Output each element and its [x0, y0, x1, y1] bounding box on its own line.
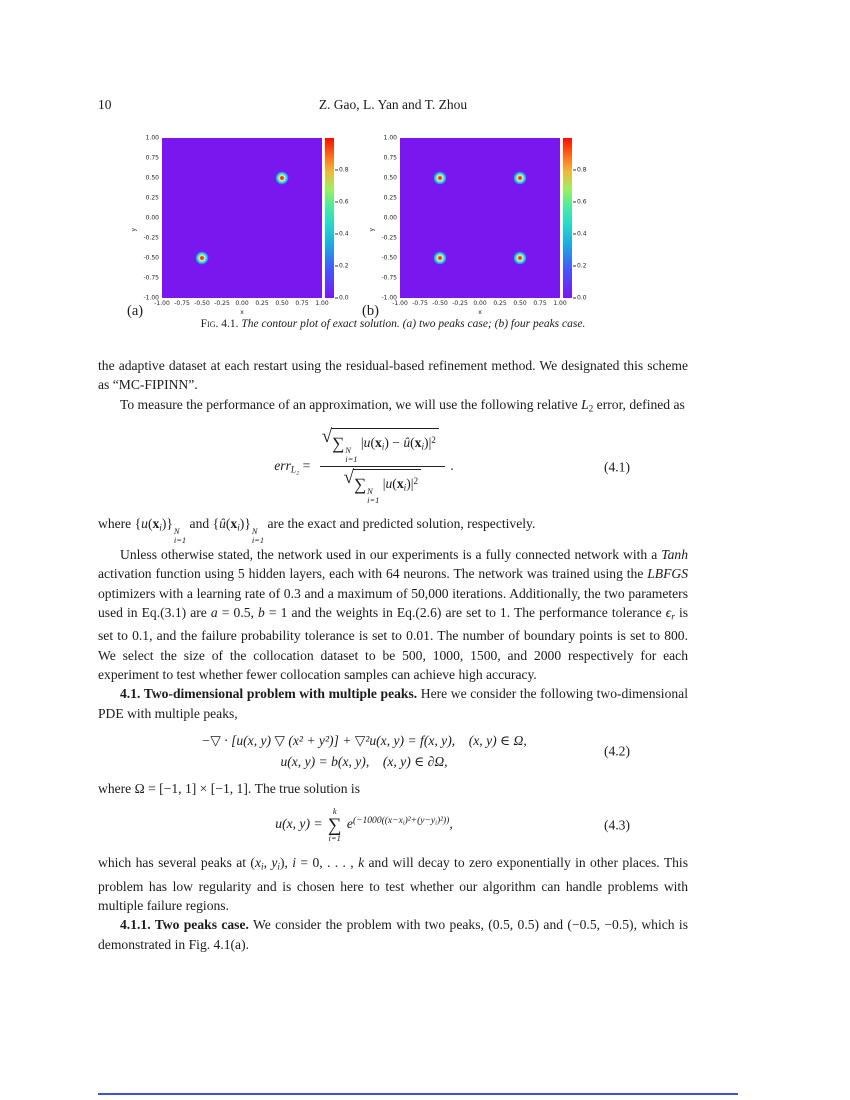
tick-label: -0.25	[381, 234, 397, 242]
tick-label: 0.6	[573, 199, 587, 206]
equation-4-2	[98, 730, 688, 772]
y-axis-label: y	[368, 227, 376, 231]
eq41-lhs: err$_{L_2}$ =	[274, 457, 311, 475]
x-axis-ticks	[392, 300, 567, 307]
subsection-heading-4-1-1: 4.1.1. Two peaks case. We consider the problem with two peaks, (0.5, 0.5) and (−0.5, −0.5), which is demonstrated in Fig. 4.1(a).	[98, 917, 688, 952]
tick-label: -0.50	[194, 300, 210, 307]
x-axis-label: x	[478, 309, 482, 316]
tick-label: 0.25	[145, 194, 159, 202]
tick-label: 0.75	[145, 154, 159, 162]
y-axis-ticks	[138, 134, 162, 302]
equation-4-1	[98, 428, 688, 505]
tick-label: 1.00	[315, 300, 329, 307]
figure-4-1	[0, 0, 850, 340]
tick-label: 0.2	[335, 263, 349, 270]
equation-4-3	[98, 807, 688, 843]
eq42-line1: −▽ · [u(x, y) ▽ (x² + y²)] + ▽²u(x, y) = f(x, y), (x, y) ∈ Ω,	[201, 732, 527, 748]
tick-label: 0.50	[383, 174, 397, 182]
paragraph: where $\{u(x_i)\}$ N i=1 and $\{û(x_i)\}$ N i=1 are the exact and predicted solution, respectively.	[98, 516, 536, 546]
figure-caption: Fig. 4.1. The contour plot of exact solution. (a) two peaks case; (b) four peaks case.	[200, 318, 586, 330]
eq43-lhs: u(x, y) =	[275, 816, 326, 832]
tick-label: 0.00	[473, 300, 487, 307]
body-text	[98, 356, 688, 954]
tick-label: -0.75	[143, 274, 159, 282]
paragraph: Unless otherwise stated, the network used in our experiments is a fully connected network with a Tanh activation function using 5 hidden layers, each with 64 neurons. The network was trained using the LBFGS optimizers with a learning rate of 0.3 and a maximum of 50,000 iterations. Additionally, the two parameters used in Eq.(3.1) are a = 0.5, b = 1 and the weights in Eq.(2.6) are set to 1. The performance tolerance $\epsilon_r$ is set to 0.1, and the failure probability tolerance is set to 0.01. The number of boundary points is set to 800. We select the size of the collocation dataset to be 500, 1000, 1500, and 2000 respectively for each experiment to test whether fewer collocation samples can achieve high accuracy.	[98, 546, 689, 683]
colorbar-ticks	[335, 138, 353, 302]
tick-label: 0.25	[493, 300, 507, 307]
tick-label: -0.25	[214, 300, 230, 307]
tick-label: -1.00	[154, 300, 170, 307]
colorbar	[325, 138, 334, 298]
tick-label: 0.0	[335, 295, 349, 302]
paragraph: To measure the performance of an approximation, we will use the following relative $L_2$ error, defined as	[120, 396, 685, 413]
eq41-denominator: ∑ N i=1 $|u(x_i)|^2$	[353, 469, 421, 505]
y-axis-ticks	[376, 134, 400, 302]
tick-label: -0.25	[143, 234, 159, 242]
tick-label: 0.4	[573, 231, 587, 238]
colorbar	[563, 138, 572, 298]
tick-label: -0.50	[432, 300, 448, 307]
tick-label: -0.50	[143, 254, 159, 262]
tick-label: 0.8	[573, 167, 587, 174]
tick-label: 0.4	[335, 231, 349, 238]
bottom-blue-rule	[98, 1093, 738, 1095]
equation-number-4-2: (4.2)	[603, 743, 630, 759]
tick-label: 0.8	[335, 167, 349, 174]
tick-label: 0.75	[383, 154, 397, 162]
colorbar-ticks	[573, 138, 591, 302]
eq43-exponent: (−1000((x−xi)²+(y−yi)²))	[352, 815, 450, 827]
contour-plot-a	[162, 138, 322, 298]
eq41-numerator: ∑ N i=1 $|u(x_i)$ − $û(x_i)|^2$	[331, 428, 439, 464]
tick-label: -0.75	[412, 300, 428, 307]
tick-label: 0.00	[235, 300, 249, 307]
tick-label: 1.00	[553, 300, 567, 307]
equation-number-4-1: (4.1)	[603, 459, 630, 475]
contour-panel-a	[130, 134, 353, 316]
tick-label: 0.50	[145, 174, 159, 182]
tick-label: 0.50	[275, 300, 289, 307]
peak-marker	[434, 252, 447, 265]
eq43-base: e	[346, 816, 353, 832]
subfigure-label-a: (a)	[127, 303, 144, 319]
tick-label: -1.00	[392, 300, 408, 307]
tick-label: 0.75	[295, 300, 309, 307]
tick-label: -1.00	[381, 294, 397, 302]
tick-label: 0.2	[573, 263, 587, 270]
tick-label: -0.75	[174, 300, 190, 307]
sqrt-symbol: √	[343, 467, 354, 489]
x-axis-ticks	[154, 300, 329, 307]
paragraph: the adaptive dataset at each restart using the residual-based refinement method. We designated this scheme as “MC-FIPINN”.	[98, 358, 688, 393]
subfigure-label-b: (b)	[362, 303, 379, 319]
x-axis-label: x	[240, 309, 244, 316]
contour-plot-b	[400, 138, 560, 298]
tick-label: 0.75	[533, 300, 547, 307]
tick-label: 0.25	[383, 194, 397, 202]
tick-label: 1.00	[383, 134, 397, 142]
peak-marker	[276, 172, 289, 185]
peak-marker	[196, 252, 209, 265]
tick-label: -0.25	[452, 300, 468, 307]
tick-label: 0.0	[573, 295, 587, 302]
peak-marker	[514, 172, 527, 185]
tick-label: 0.00	[383, 214, 397, 222]
contour-panel-b	[368, 134, 591, 316]
tick-label: -0.50	[381, 254, 397, 262]
eq41-fraction	[320, 428, 445, 505]
tick-label: 0.50	[513, 300, 527, 307]
eq42-line2: u(x, y) = b(x, y), (x, y) ∈ ∂Ω,	[280, 753, 448, 769]
page-number: 10	[98, 97, 112, 112]
equation-number-4-3: (4.3)	[603, 817, 630, 833]
tick-label: 0.00	[145, 214, 159, 222]
eq41-period: .	[450, 457, 454, 473]
peak-marker	[434, 172, 447, 185]
tick-label: 0.25	[255, 300, 269, 307]
section-heading-4-1: 4.1. Two-dimensional problem with multiple peaks. Here we consider the following two-dimensional PDE with multiple peaks,	[98, 686, 688, 721]
tick-label: 0.6	[335, 199, 349, 206]
tick-label: 1.00	[145, 134, 159, 142]
peak-marker	[514, 252, 527, 265]
sum-symbol: k ∑ i=1	[327, 806, 342, 843]
tick-label: -1.00	[143, 294, 159, 302]
sqrt-symbol: √	[321, 426, 333, 448]
paragraph: which has several peaks at ($x_i$, $y_i$), i = 0, . . . , k and will decay to zero exponentially in other places. This problem has low regularity and is chosen here to test whether our algorithm can handle problems with multiple failure regions.	[98, 855, 688, 913]
tick-label: -0.75	[381, 274, 397, 282]
y-axis-label: y	[130, 227, 138, 231]
running-title: Z. Gao, L. Yan and T. Zhou	[318, 97, 468, 112]
eq43-comma: ,	[449, 816, 453, 832]
paragraph: where Ω = [−1, 1] × [−1, 1]. The true solution is	[98, 780, 360, 796]
